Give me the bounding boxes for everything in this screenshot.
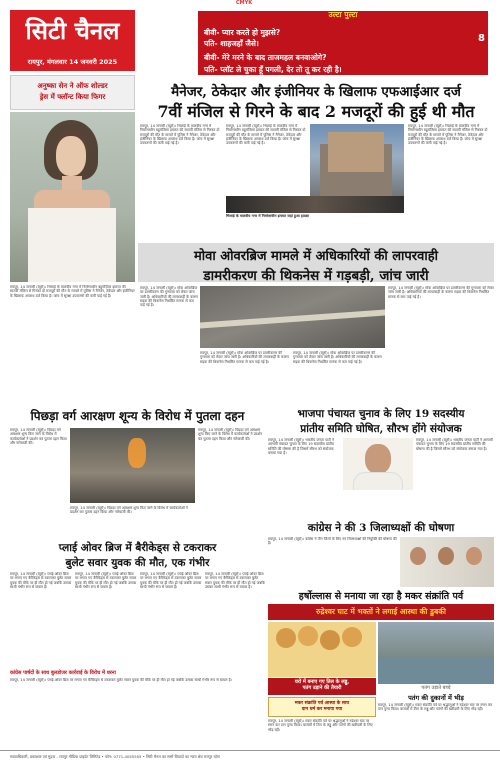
story2-text-1: रायपुर, 14 जनवरी (ब्यूरो)। मोवा ओवरब्रिज पर डामरीकरण की गुणवत्ता को लेकर जांच जारी है। अधिकारियों की लापरवाही के कारण सड़क की थिकनेस निर्धारित मानक से कम पाई गई है। — [140, 286, 198, 308]
story4-text-1: रायपुर, 14 जनवरी (ब्यूरो)। भारतीय जनता पार्टी ने आगामी पंचायत चुनाव के लिए 19 सदस्यीय प्रांतीय समिति की घोषणा की है जिसमें सौरभ को संयोजक बनाया गया है। — [268, 438, 334, 455]
story6-text-5: रायपुर, 14 जनवरी (ब्यूरो)। प्लाई ओवर ब्रिज पर लगाए गए बैरीकेड्स से टकराकर बुलेट सवार युवक की मौके पर ही मौत हो गई जबकि उसका साथी गंभीर रूप से घायल है। — [10, 678, 232, 682]
story4-photo — [343, 438, 413, 490]
story4-text-2: रायपुर, 14 जनवरी (ब्यूरो)। भारतीय जनता पार्टी ने आगामी पंचायत चुनाव के लिए 19 सदस्यीय प्रांतीय समिति की घोषणा की है जिसमें सौरभ को संयोजक बनाया गया है। — [416, 438, 493, 451]
actress-caption-1: अनुष्का सेन ने ऑफ शोल्डर — [37, 82, 108, 90]
lead-headline-2: 7वीं मंजिल से गिरने के बाद 2 मजदूरों की हुई थी मौत — [157, 102, 475, 121]
story6-text-2: रायपुर, 14 जनवरी (ब्यूरो)। प्लाई ओवर ब्रिज पर लगाए गए बैरीकेड्स से टकराकर बुलेट सवार युवक की मौके पर ही मौत हो गई जबकि उसका साथी गंभीर रूप से घायल है। — [75, 572, 137, 589]
story7-text-2: रायपुर, 14 जनवरी (ब्यूरो)। मकर संक्रांति पर्व पर श्रद्धालुओं ने रुद्रेश्वर घाट पर स्नान कर दान पुण्य किया। बाजारों में तिल के लड्डू और पतंगों की खरीदारी के लिए भीड़ रही। — [378, 703, 493, 712]
footer — [0, 750, 500, 765]
story3-text-3: रायपुर, 14 जनवरी (ब्यूरो)। पिछड़ा वर्ग आरक्षण शून्य किए जाने के विरोध में कार्यकर्ताओं ने प्रदर्शन कर पुतला दहन किया और नारेबाजी की। — [70, 506, 188, 515]
lead-text-2: रायपुर, 14 जनवरी (ब्यूरो)। भिलाई के मालवीय नगर में निर्माणाधीन बहुमंजिला इमारत की सातवीं मंजिल से गिरकर दो मजदूरों की मौत के मामले में पुलिस ने मैनेजर, ठेकेदार और इंजीनियर के खिलाफ अपराध दर्ज किया है। जांच में सुरक्षा उपकरणों की कमी पाई गई है। — [226, 124, 306, 146]
footer-text: स्वत्वाधिकारी, प्रकाशक एवं मुद्रक - रायपुर मीडिया प्राइवेट लिमिटेड • फोन: 0771-4055555 • सिटी चैनल का सभी विवादों का न्याय क्षेत्र रायपुर रहेगा — [10, 754, 221, 759]
sankranti-box-2: दान धर्म कर मनाया गया — [301, 707, 343, 712]
lead-photo — [310, 124, 404, 204]
story6-headline-1: प्लाई ओवर ब्रिज में बैरीकेड्स से टकराकर — [58, 542, 217, 554]
story5-text: रायपुर, 14 जनवरी (ब्यूरो)। कांग्रेस ने तीन जिलों के लिए नए जिलाध्यक्षों की नियुक्ति की घोषणा की है। — [268, 537, 397, 546]
page-number: 8 — [478, 33, 485, 44]
story3-text-2: रायपुर, 14 जनवरी (ब्यूरो)। पिछड़ा वर्ग आरक्षण शून्य किए जाने के विरोध में कार्यकर्ताओं ने प्रदर्शन कर पुतला दहन किया और नारेबाजी की। — [198, 428, 263, 441]
kite-caption: पतंग उड़ाते बच्चे — [421, 685, 451, 691]
story6-text-3: रायपुर, 14 जनवरी (ब्यूरो)। प्लाई ओवर ब्रिज पर लगाए गए बैरीकेड्स से टकराकर बुलेट सवार युवक की मौके पर ही मौत हो गई जबकि उसका साथी गंभीर रूप से घायल है। — [140, 572, 202, 589]
story2-text-2: रायपुर, 14 जनवरी (ब्यूरो)। मोवा ओवरब्रिज पर डामरीकरण की गुणवत्ता को लेकर जांच जारी है। अधिकारियों की लापरवाही के कारण सड़क की थिकनेस निर्धारित मानक से कम पाई गई है। — [200, 351, 289, 364]
ladoo-photo — [268, 622, 376, 677]
story3-headline: पिछड़ा वर्ग आरक्षण शून्य के विरोध में पुतला दहन — [30, 409, 245, 423]
masthead — [10, 10, 135, 71]
ghat-photo — [378, 622, 494, 684]
story5-headline: कांग्रेस ने की 3 जिलाध्यक्षों की घोषणा — [307, 522, 455, 534]
story2-headline-2: डामरीकरण की थिकनेस में गड़बड़ी, जांच जारी — [203, 268, 429, 284]
story3-photo — [70, 428, 195, 503]
masthead-title: सिटी चैनल — [25, 16, 120, 45]
joke-line-4: पति- प्लॉट ले चुका हूँ पगली, देर तो तू कर रही है। — [204, 65, 342, 74]
lead-text-1: रायपुर, 14 जनवरी (ब्यूरो)। भिलाई के मालवीय नगर में निर्माणाधीन बहुमंजिला इमारत की सातवीं मंजिल से गिरकर दो मजदूरों की मौत के मामले में पुलिस ने मैनेजर, ठेकेदार और इंजीनियर के खिलाफ अपराध दर्ज किया है। जांच में सुरक्षा उपकरणों की कमी पाई गई है। — [140, 124, 220, 146]
story7-text-1: रायपुर, 14 जनवरी (ब्यूरो)। मकर संक्रांति पर्व पर श्रद्धालुओं ने रुद्रेश्वर घाट पर स्नान कर दान पुण्य किया। बाजारों में तिल के लड्डू और पतंगों की खरीदारी के लिए भीड़ रही। — [268, 719, 373, 732]
story4-headline-1: भाजपा पंचायत चुनाव के लिए 19 सदस्यीय — [297, 408, 465, 420]
joke-box — [198, 11, 488, 75]
cmyk-strip — [0, 0, 500, 8]
ladoo-caption-2: पतंग उड़ाने की तैयारी — [302, 685, 342, 691]
actress-text: रायपुर, 14 जनवरी (ब्यूरो)। भिलाई के मालवीय नगर में निर्माणाधीन बहुमंजिला इमारत की सातवीं मंजिल से गिरकर दो मजदूरों की मौत के मामले में पुलिस ने मैनेजर, ठेकेदार और इंजीनियर के खिलाफ अपराध दर्ज किया है। जांच में सुरक्षा उपकरणों की कमी पाई गई है। — [10, 285, 135, 298]
cmyk-label: CMYK — [236, 0, 253, 6]
story7-banner — [268, 604, 494, 620]
lead-text-3: रायपुर, 14 जनवरी (ब्यूरो)। भिलाई के मालवीय नगर में निर्माणाधीन बहुमंजिला इमारत की सातवीं मंजिल से गिरकर दो मजदूरों की मौत के मामले में पुलिस ने मैनेजर, ठेकेदार और इंजीनियर के खिलाफ अपराध दर्ज किया है। जांच में सुरक्षा उपकरणों की कमी पाई गई है। — [408, 124, 488, 146]
joke-line-1: बीवी- प्यार करते हो मुझसे? — [204, 28, 281, 37]
sankranti-box-1: मकर संक्रांति पर्व आस्था के साथ — [294, 701, 350, 706]
story2-text-4: रायपुर, 14 जनवरी (ब्यूरो)। मोवा ओवरब्रिज पर डामरीकरण की गुणवत्ता को लेकर जांच जारी है। अधिकारियों की लापरवाही के कारण सड़क की थिकनेस निर्धारित मानक से कम पाई गई है। — [388, 286, 494, 299]
ladoo-caption — [268, 678, 376, 695]
lead-headline-1: मैनेजर, ठेकेदार और इंजीनियर के खिलाफ एफआईआर दर्ज — [171, 84, 461, 100]
actress-caption-box — [10, 75, 135, 110]
story7-headline: हर्षोल्लास से मनाया जा रहा है मकर संक्रांति पर्व — [298, 591, 464, 602]
story6-text-1: रायपुर, 14 जनवरी (ब्यूरो)। प्लाई ओवर ब्रिज पर लगाए गए बैरीकेड्स से टकराकर बुलेट सवार युवक की मौके पर ही मौत हो गई जबकि उसका साथी गंभीर रूप से घायल है। — [10, 572, 72, 589]
sankranti-box — [268, 697, 376, 717]
lead-caption: भिलाई के मालवीय नगर में निर्माणाधीन इमारत जहां हुआ हादसा — [226, 214, 310, 218]
story6-subhead: कांग्रेस पार्षदों के साथ बुलडोजर कार्रवाई के विरोध में धरना — [10, 670, 116, 676]
story6-headline-2: बुलेट सवार युवक की मौत, एक गंभीर — [65, 557, 210, 569]
story2-text-3: रायपुर, 14 जनवरी (ब्यूरो)। मोवा ओवरब्रिज पर डामरीकरण की गुणवत्ता को लेकर जांच जारी है। अधिकारियों की लापरवाही के कारण सड़क की थिकनेस निर्धारित मानक से कम पाई गई है। — [293, 351, 382, 364]
lead-photo-2 — [226, 196, 404, 213]
story2-photo — [200, 286, 385, 348]
joke-line-3: बीवी- मेरे मरने के बाद ताजमहल बनवाओगे? — [204, 53, 327, 62]
story5-photo — [400, 537, 494, 587]
story2-headline-1: मोवा ओवरब्रिज मामले में अधिकारियों की लापरवाही — [193, 249, 438, 264]
kite-headline: पतंग की दुकानों में भीड़ — [408, 694, 464, 702]
story7-banner-text: रुद्रेश्वर घाट में भक्तों ने लगाई आस्था की डुबकी — [316, 607, 446, 616]
story2-band — [138, 243, 494, 282]
actress-caption-2: ड्रेस में फ्लॉन्ट किया फिगर — [39, 93, 106, 101]
story6-text-4: रायपुर, 14 जनवरी (ब्यूरो)। प्लाई ओवर ब्रिज पर लगाए गए बैरीकेड्स से टकराकर बुलेट सवार युवक की मौके पर ही मौत हो गई जबकि उसका साथी गंभीर रूप से घायल है। — [205, 572, 265, 589]
joke-head: उल्टा पुल्टा — [328, 10, 358, 19]
story4-headline-2: प्रांतीय समिति घोषित, सौरभ होंगे संयोजक — [300, 423, 462, 435]
ladoo-caption-1: घरों में बनाए गए तिल के लड्डू, — [294, 679, 350, 685]
story3-text-1: रायपुर, 14 जनवरी (ब्यूरो)। पिछड़ा वर्ग आरक्षण शून्य किए जाने के विरोध में कार्यकर्ताओं ने प्रदर्शन कर पुतला दहन किया और नारेबाजी की। — [10, 428, 67, 445]
masthead-dateline: रायपुर, मंगलवार 14 जनवरी 2025 — [27, 58, 118, 66]
actress-photo — [10, 112, 135, 282]
joke-line-2: पति- शाहजहाँ जैसे। — [204, 39, 259, 48]
